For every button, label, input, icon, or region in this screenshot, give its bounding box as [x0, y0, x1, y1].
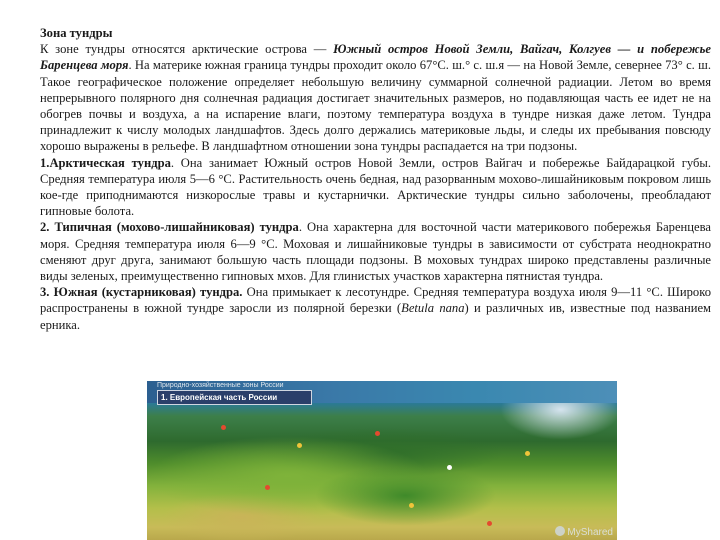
brand-icon — [555, 526, 565, 536]
subzone-3-text-2: ) и различных ив, известные под названием ерника. — [40, 301, 711, 332]
intro-text-1: К зоне тундры относятся арктические острова — — [40, 42, 334, 57]
latin-name: Betula nana — [401, 301, 465, 316]
brand-text: MyShared — [567, 527, 613, 538]
subzone-1-title: 1.Арктическая тундра — [40, 155, 171, 170]
subzone-3-paragraph — [40, 284, 711, 333]
document-text — [40, 25, 711, 333]
subzone-2-title: 2. Типичная (мохово-лишайниковая) тундра — [40, 220, 299, 235]
watermark-logo — [555, 526, 613, 538]
map-marker — [447, 465, 452, 470]
intro-text-2: . На материке южная граница тундры проходит около 67°С. ш.° с. ш.я — на Новой Земле, севернее 73° с. ш. Такое географическое положение определяет небольшую величину суммарной солнечной радиации. Летом во время непрерывного полярного дня солнечная радиация достигает значительных размеров, но подавляющая часть ее идет не на обогрев почвы и воздуха, а на испарение влаги, поэтому температура воздуха в тундре низкая даже летом. Тундра принадлежит к числу молодых ландшафтов. Здесь долго держались материковые льды, и следы их пребывания повсюду хорошо выражены в рельефе. В ландшафтном отношении зона тундры распадается на три подзоны. — [40, 58, 711, 154]
subzone-2-text: . Она характерна для восточной части материкового побережья Баренцева моря. Средняя температура июля 6—9 °С. Моховая и лишайниковые тундры в зависимости от субстрата неоднократно сменяют друг друга, занимают большую часть площади подзоны. В моховых тундрах широко представлены различные виды зеленых, преимущественно гипновых мхов. Для глинистых участков характерна пятнистая тундра. — [40, 220, 711, 284]
map-marker — [375, 431, 380, 436]
subzone-1-paragraph — [40, 155, 711, 220]
vegetation-map-image — [147, 381, 617, 540]
map-marker — [297, 443, 302, 448]
map-marker — [265, 485, 270, 490]
subzone-3-title: 3. Южная (кустарниковая) тундра. — [40, 285, 243, 300]
map-marker — [525, 451, 530, 456]
map-caption: Природно-хозяйственные зоны России — [157, 382, 284, 389]
map-header: 1. Европейская часть России — [157, 390, 312, 405]
subzone-2-paragraph — [40, 219, 711, 284]
subzone-3-text-1: Она примыкает к лесотундре. Средняя температура воздуха июля 9—11 °С. Широко распространены в южной тундре заросли из полярной березки ( — [40, 285, 712, 316]
subzone-1-text: . Она занимает Южный остров Новой Земли, остров Вайгач и побережье Байдарацкой губы. Средняя температура июля 5—6 °С. Растительность очень бедная, над разорванным мохово-лишайниковым покровом лишь кое-где приподнимаются низкорослые травы и кустарнички. Арктические тундры сильно заболочены, преобладают гипновые болота. — [40, 155, 712, 219]
intro-emphasis: Южный остров Новой Земли, Вайгач, Колгуев — и побережье Баренцева моря — [40, 42, 711, 73]
heading: Зона тундры — [40, 26, 113, 40]
intro-paragraph — [40, 41, 711, 154]
map-marker — [409, 503, 414, 508]
map-marker — [221, 425, 226, 430]
map-marker — [487, 521, 492, 526]
